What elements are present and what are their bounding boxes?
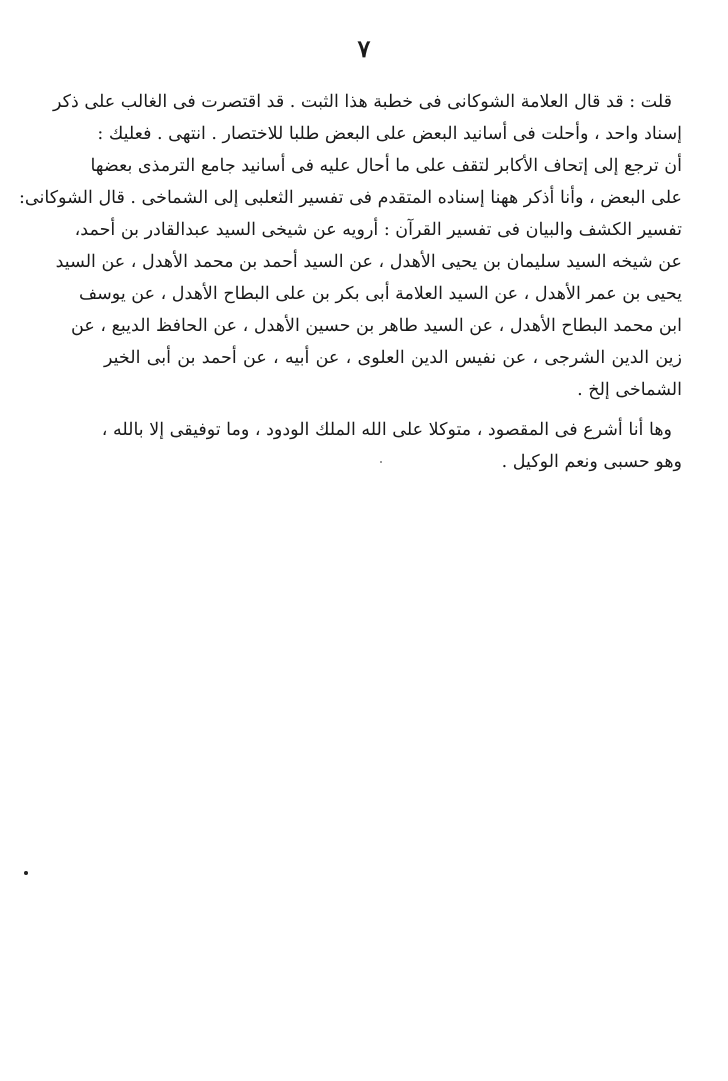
body-text (19, 86, 682, 478)
scan-speck (380, 461, 382, 463)
text-line: إسناد واحد ، وأحلت فى أسانيد البعض على البعض طلبا للاختصار . انتهى . فعليك : (97, 124, 682, 144)
text-line: أن ترجع إلى إتحاف الأكابر لتقف على ما أحال عليه فى أسانيد جامع الترمذى بعضها (90, 156, 682, 176)
text-line: زين الدين الشرجى ، عن نفيس الدين العلوى ، عن أبيه ، عن أحمد بن أبى الخير (104, 348, 682, 368)
text-line: يحيى بن عمر الأهدل ، عن السيد العلامة أبى بكر بن على البطاح الأهدل ، عن يوسف (79, 284, 682, 304)
paragraph-2 (101, 414, 682, 478)
text-line: ابن محمد البطاح الأهدل ، عن السيد طاهر بن حسين الأهدل ، عن الحافظ الديبع ، عن (71, 316, 682, 336)
text-line: عن شيخه السيد سليمان بن يحيى الأهدل ، عن السيد أحمد بن محمد الأهدل ، عن السيد (55, 252, 682, 272)
text-line: تفسير الكشف والبيان فى تفسير القرآن : أرويه عن شيخى السيد عبدالقادر بن أحمد، (74, 220, 682, 240)
text-line: وها أنا أشرع فى المقصود ، متوكلا على الله الملك الودود ، وما توفيقى إلا بالله ، (101, 420, 672, 440)
text-line: على البعض ، وأنا أذكر ههنا إسناده المتقدم فى تفسير الثعلبى إلى الشماخى . قال الشوكانى: (19, 188, 682, 208)
text-line: وهو حسبى ونعم الوكيل . (501, 452, 682, 472)
scan-speck (24, 871, 28, 875)
text-line: الشماخى إلخ . (577, 380, 682, 400)
text-line: قلت : قد قال العلامة الشوكانى فى خطبة هذا الثبت . قد اقتصرت فى الغالب على ذكر (53, 92, 672, 112)
paragraph-1 (19, 86, 682, 406)
page-number: ٧ (357, 34, 371, 63)
paragraph-gap (104, 406, 682, 414)
